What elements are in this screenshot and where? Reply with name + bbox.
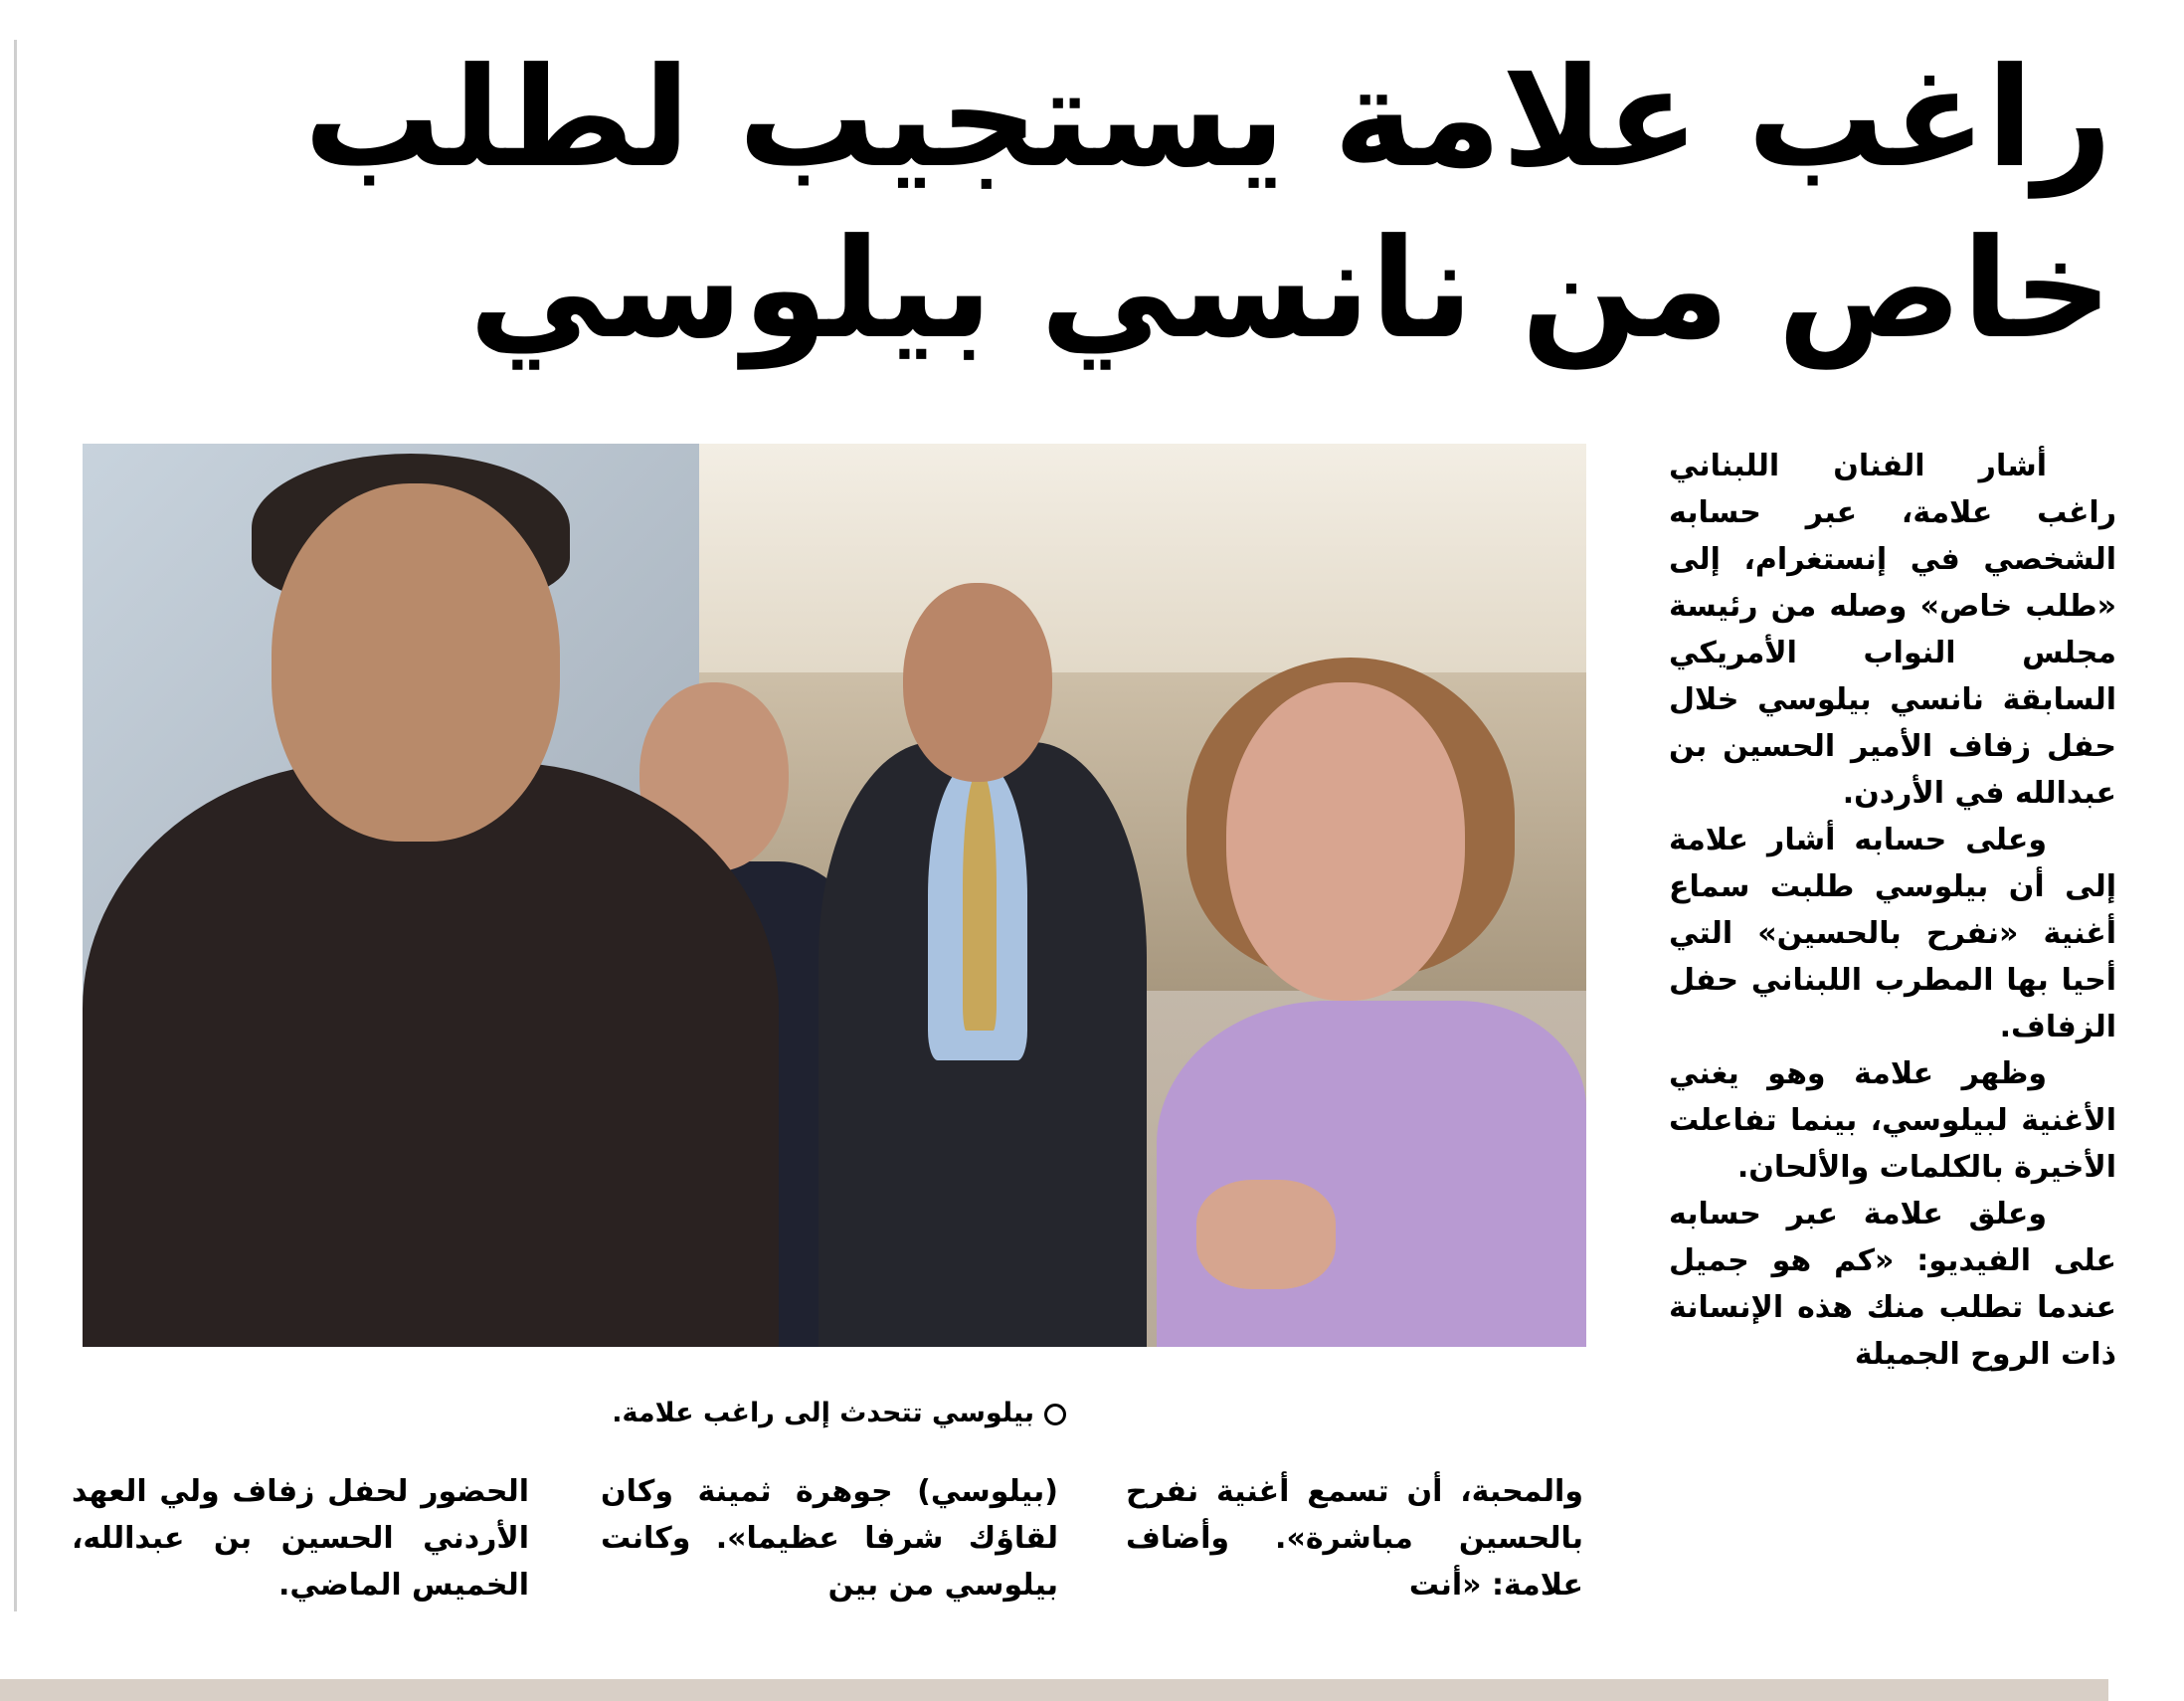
photo-man-phone-tie bbox=[963, 772, 997, 1031]
photo-ceiling bbox=[699, 444, 1586, 672]
article-paragraph: (بيلوسي) جوهرة ثمينة وكان لقاؤك شرفا عظيما». وكانت بيلوسي من بين bbox=[601, 1474, 1058, 1603]
caption-bullet-icon bbox=[1044, 1404, 1066, 1425]
caption-text: بيلوسي تتحدث إلى راغب علامة. bbox=[612, 1398, 1034, 1428]
photo-ragheb-body bbox=[83, 762, 779, 1347]
headline-line-2: خاص من نانسي بيلوسي bbox=[468, 209, 2112, 369]
article-paragraph: وعلى حسابه أشار علامة إلى أن بيلوسي طلبت سماع أغنية «نفرح بالحسين» التي أحيا بها المطرب اللبناني حفل الزفاف. bbox=[1669, 823, 2116, 1044]
article-paragraph: وعلق علامة عبر حسابه على الفيديو: «كم هو جميل عندما تطلب منك هذه الإنسانة ذات الروح الجميلة bbox=[1669, 1197, 2116, 1372]
photo-man-phone-head bbox=[903, 583, 1052, 782]
article-paragraph: أشار الفنان اللبناني راغب علامة، عبر حسابه الشخصي في إنستغرام، إلى «طلب خاص» وصله من رئيسة مجلس النواب الأمريكي السابقة نانسي بيلوسي خلال حفل زفاف الأمير الحسين بن عبدالله في الأردن. bbox=[1669, 449, 2116, 811]
article-column-bottom-2 bbox=[601, 1468, 1058, 1608]
photo-pelosi-head bbox=[1226, 682, 1465, 1001]
article-column-bottom-1 bbox=[1126, 1468, 1583, 1608]
page-bottom-band bbox=[0, 1679, 2108, 1701]
photo-ragheb-head bbox=[272, 483, 560, 842]
article-paragraph: الحضور لحفل زفاف ولي العهد الأردني الحسين بن عبدالله، الخميس الماضي. bbox=[72, 1474, 529, 1603]
article-paragraph: وظهر علامة وهو يغني الأغنية لبيلوسي، بينما تفاعلت الأخيرة بالكلمات والألحان. bbox=[1669, 1056, 2116, 1185]
article-column-bottom-3 bbox=[72, 1468, 529, 1608]
article-paragraph: والمحبة، أن تسمع أغنية نفرح بالحسين مباشرة». وأضاف علامة: «أنت bbox=[1126, 1474, 1583, 1603]
article-column-right bbox=[1669, 443, 2116, 1378]
page-left-rule bbox=[14, 40, 17, 1611]
photo-pelosi-body bbox=[1157, 1001, 1586, 1347]
headline-line-1: راغب علامة يستجيب لطلب bbox=[303, 38, 2112, 198]
photo-pelosi-hand bbox=[1196, 1180, 1336, 1289]
photo-caption bbox=[612, 1398, 1066, 1429]
article-photo bbox=[83, 444, 1586, 1347]
